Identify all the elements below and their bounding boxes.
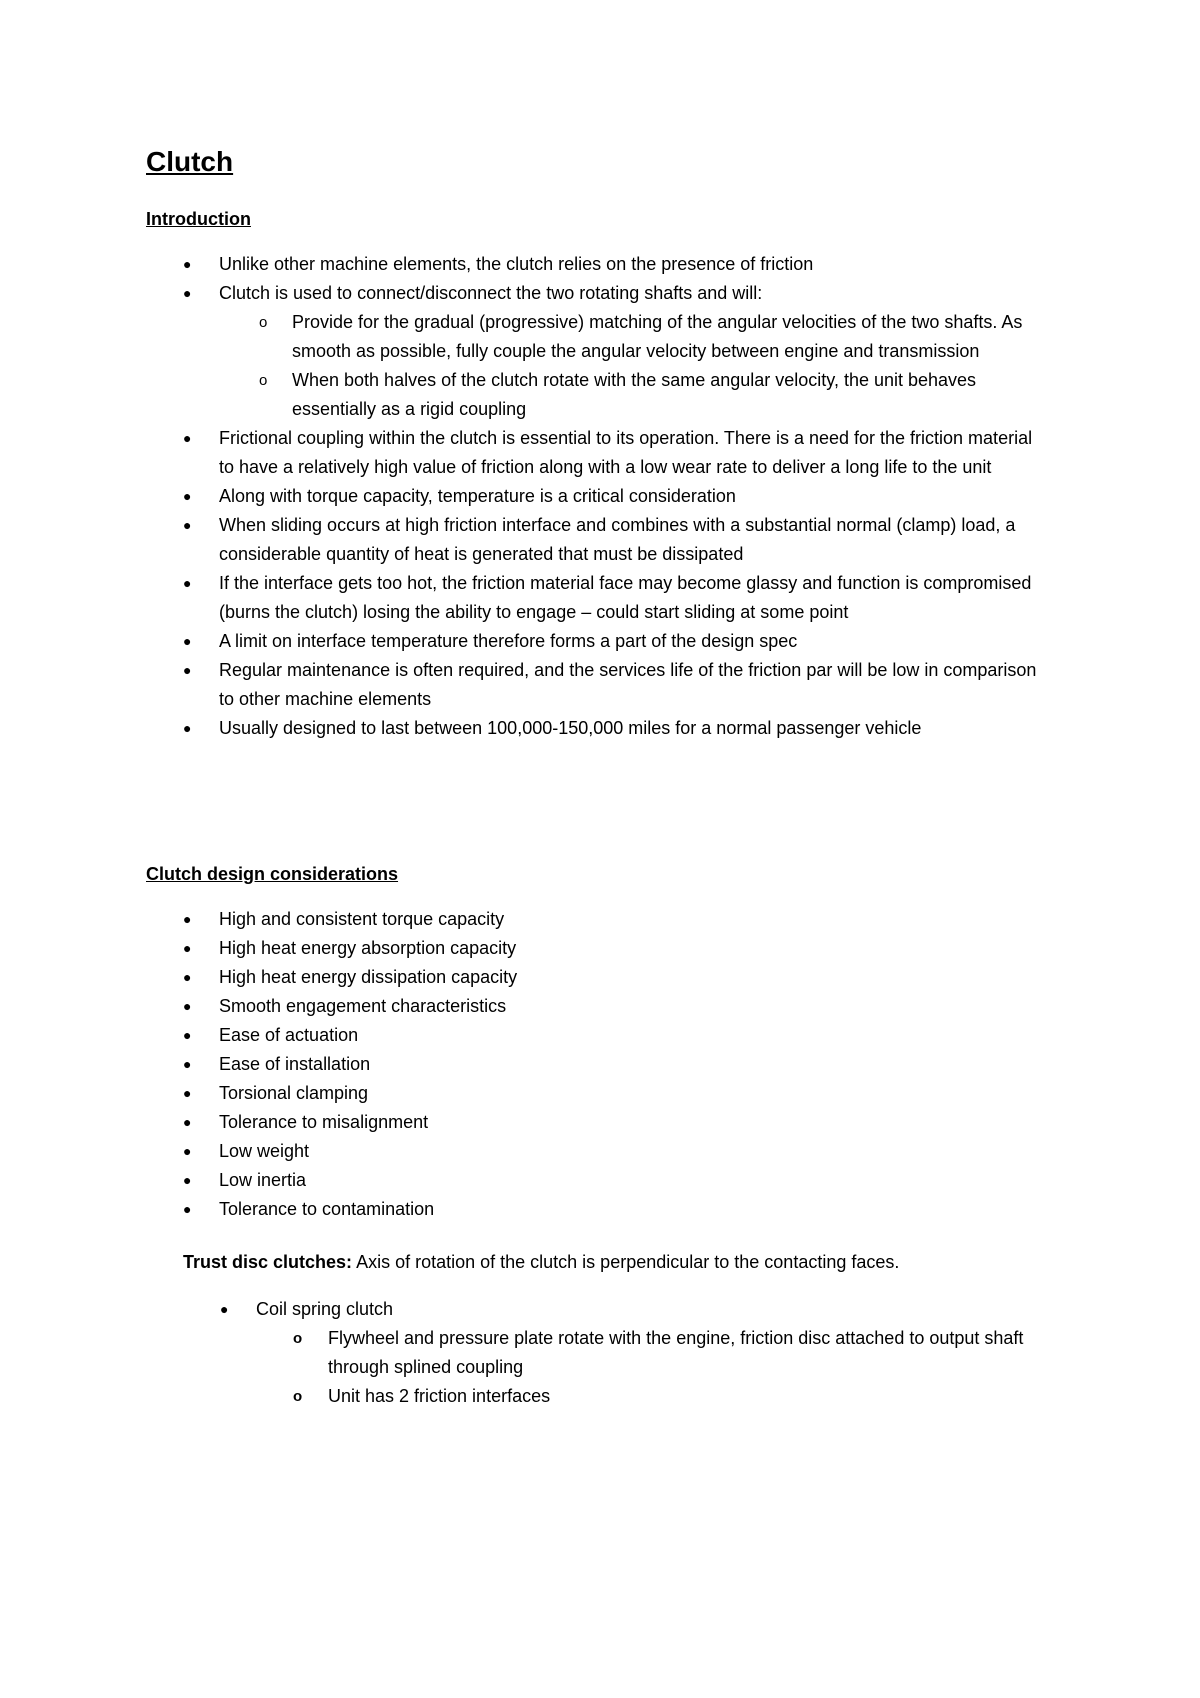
bullet-icon: ● xyxy=(183,1114,192,1130)
list-item: ● High heat energy absorption capacity xyxy=(0,934,1049,963)
bullet-icon: ● xyxy=(183,1027,192,1043)
bullet-icon: ● xyxy=(183,256,192,272)
bullet-icon: ● xyxy=(183,633,192,649)
trust-disc-paragraph xyxy=(183,1248,1083,1277)
list-item: ● Low inertia xyxy=(0,1166,1049,1195)
bullet-icon: ● xyxy=(183,285,192,301)
bullet-icon: ● xyxy=(183,517,192,533)
list-item: o Unit has 2 friction interfaces xyxy=(0,1382,1049,1411)
bullet-icon: ● xyxy=(183,1143,192,1159)
bullet-icon: ● xyxy=(183,1085,192,1101)
section-heading-introduction: Introduction xyxy=(146,209,251,229)
list-item: ● Ease of installation xyxy=(0,1050,1049,1079)
list-item: ● Along with torque capacity, temperature is a critical consideration xyxy=(0,482,1049,511)
bullet-icon: ● xyxy=(183,575,192,591)
list-item: ● Coil spring clutch xyxy=(0,1295,1049,1324)
list-item: ● Ease of actuation xyxy=(0,1021,1049,1050)
list-item: ● High and consistent torque capacity xyxy=(0,905,1049,934)
list-item: ● Tolerance to contamination xyxy=(0,1195,1049,1224)
bullet-icon: ● xyxy=(183,969,192,985)
trust-disc-text: Axis of rotation of the clutch is perpendicular to the contacting faces. xyxy=(352,1252,900,1272)
list-item: ● Unlike other machine elements, the clutch relies on the presence of friction xyxy=(0,250,1049,279)
list-item: ● A limit on interface temperature therefore forms a part of the design spec xyxy=(0,627,1049,656)
section-heading-design-considerations: Clutch design considerations xyxy=(146,864,399,884)
bullet-icon: ● xyxy=(183,998,192,1014)
bullet-icon: ● xyxy=(183,1056,192,1072)
list-item: ● Low weight xyxy=(0,1137,1049,1166)
sub-bullet-icon: o xyxy=(293,1330,303,1347)
bullet-icon: ● xyxy=(183,662,192,678)
bullet-icon: ● xyxy=(183,940,192,956)
page-title: Clutch xyxy=(146,146,234,177)
bullet-icon: ● xyxy=(220,1301,229,1317)
list-item: ● Frictional coupling within the clutch is essential to its operation. There is a need for the friction material to have a relatively high value of friction along with a low wear rate to deliver a long life to the unit xyxy=(0,424,1049,482)
list-item: ● When sliding occurs at high friction interface and combines with a substantial normal (clamp) load, a considerable quantity of heat is generated that must be dissipated xyxy=(0,511,1049,569)
list-item: ● Clutch is used to connect/disconnect the two rotating shafts and will: xyxy=(0,279,1049,308)
bullet-icon: ● xyxy=(183,1172,192,1188)
sub-bullet-icon: o xyxy=(293,1388,303,1405)
bullet-icon: ● xyxy=(183,720,192,736)
design-considerations-list xyxy=(0,905,1200,1224)
sub-bullet-icon: o xyxy=(259,372,268,389)
list-item: ● High heat energy dissipation capacity xyxy=(0,963,1049,992)
bullet-icon: ● xyxy=(183,430,192,446)
trust-disc-list xyxy=(0,1295,1200,1411)
introduction-list xyxy=(0,250,1200,743)
list-item: ● If the interface gets too hot, the friction material face may become glassy and function is compromised (burns the clutch) losing the ability to engage – could start sliding at some point xyxy=(0,569,1049,627)
trust-disc-label: Trust disc clutches: xyxy=(183,1252,353,1272)
list-item: ● Torsional clamping xyxy=(0,1079,1049,1108)
list-item: ● Regular maintenance is often required, and the services life of the friction par will be low in comparison to other machine elements xyxy=(0,656,1049,714)
list-item: ● Smooth engagement characteristics xyxy=(0,992,1049,1021)
list-item: o Flywheel and pressure plate rotate with the engine, friction disc attached to output shaft through splined coupling xyxy=(0,1324,1049,1382)
bullet-icon: ● xyxy=(183,911,192,927)
bullet-icon: ● xyxy=(183,1201,192,1217)
list-item: ● Tolerance to misalignment xyxy=(0,1108,1049,1137)
list-item: o When both halves of the clutch rotate with the same angular velocity, the unit behaves essentially as a rigid coupling xyxy=(0,366,1049,424)
list-item: o Provide for the gradual (progressive) matching of the angular velocities of the two shafts. As smooth as possible, fully couple the angular velocity between engine and transmission xyxy=(0,308,1049,366)
bullet-icon: ● xyxy=(183,488,192,504)
list-item: ● Usually designed to last between 100,000-150,000 miles for a normal passenger vehicle xyxy=(0,714,1049,743)
sub-bullet-icon: o xyxy=(259,314,268,331)
